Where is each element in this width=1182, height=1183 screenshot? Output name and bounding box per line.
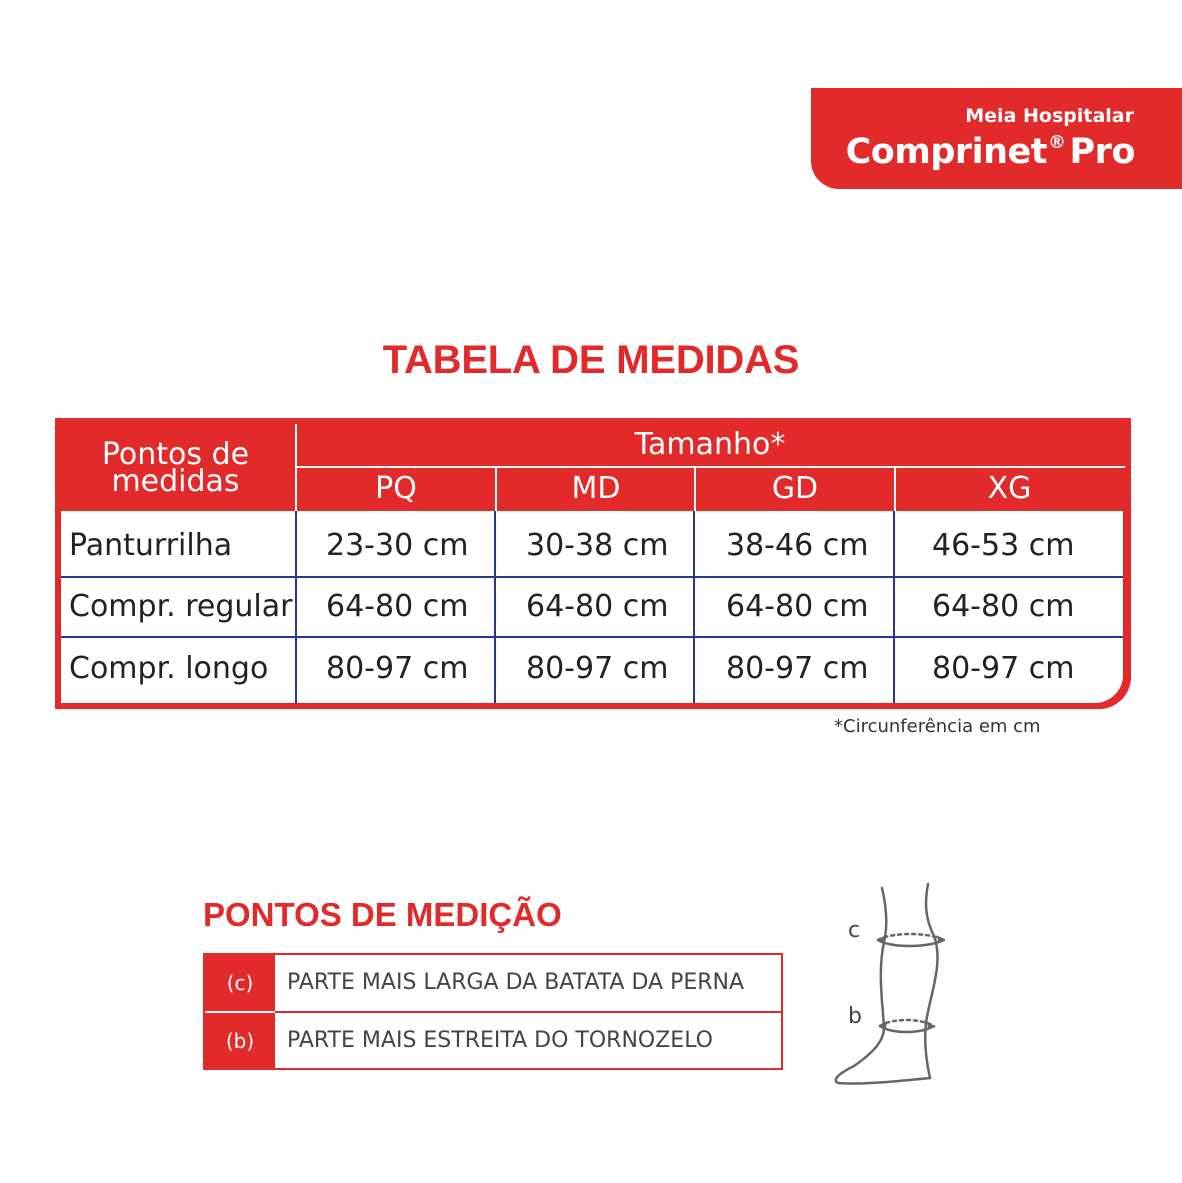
point-description: PARTE MAIS ESTREITA DO TORNOZELO <box>287 1028 713 1053</box>
size-header-xg: XG <box>987 471 1032 506</box>
leg-outline-icon <box>820 880 960 1090</box>
grid-line <box>693 511 695 703</box>
label-b: b <box>848 1004 862 1029</box>
size-table-title: TABELA DE MEDIDAS <box>382 338 800 382</box>
measurement-points-table <box>203 953 783 1070</box>
table-cell: 23-30 cm <box>326 528 469 563</box>
row-label: Panturrilha <box>69 528 233 563</box>
label-c: c <box>848 918 861 943</box>
table-cell: 80-97 cm <box>326 651 469 686</box>
table-cell: 64-80 cm <box>932 589 1075 624</box>
row-label: Compr. longo <box>69 651 269 686</box>
table-cell: 64-80 cm <box>526 589 669 624</box>
row-label: Compr. regular <box>69 589 293 624</box>
table-cell: 80-97 cm <box>726 651 869 686</box>
leg-diagram <box>820 880 960 1090</box>
registered-mark: ® <box>1048 132 1066 153</box>
grid-line <box>295 511 297 703</box>
size-header-md: MD <box>571 471 621 506</box>
row-header-line1: Pontos de <box>101 437 250 472</box>
table-cell: 64-80 cm <box>726 589 869 624</box>
header-divider-horizontal <box>297 466 1125 468</box>
point-code: (b) <box>205 1013 275 1069</box>
table-cell: 30-38 cm <box>526 528 669 563</box>
grid-line <box>893 511 895 703</box>
table-cell: 80-97 cm <box>932 651 1075 686</box>
brand-name <box>846 132 1135 172</box>
size-table <box>55 418 1131 709</box>
size-header-pq: PQ <box>375 471 417 506</box>
row-header-line2: medidas <box>111 464 240 499</box>
grid-line <box>61 636 1123 638</box>
brand-tag <box>811 88 1182 189</box>
brand-name-text: Comprinet <box>845 132 1048 172</box>
size-table-body <box>61 511 1123 703</box>
point-code: (c) <box>205 955 275 1011</box>
brand-suffix: Pro <box>1069 132 1135 172</box>
list-item <box>205 1013 781 1069</box>
row-header-cell <box>55 437 296 499</box>
list-item <box>205 955 781 1011</box>
table-cell: 64-80 cm <box>326 589 469 624</box>
footnote: *Circunferência em cm <box>834 716 1041 737</box>
brand-subtitle: Meia Hospitalar <box>965 105 1134 127</box>
group-header: Tamanho* <box>634 427 786 462</box>
table-cell: 46-53 cm <box>932 528 1075 563</box>
table-cell: 80-97 cm <box>526 651 669 686</box>
grid-line <box>61 576 1123 578</box>
table-cell: 38-46 cm <box>726 528 869 563</box>
size-header-gd: GD <box>771 471 819 506</box>
grid-line <box>494 511 496 703</box>
point-description: PARTE MAIS LARGA DA BATATA DA PERNA <box>287 970 745 995</box>
measurement-points-title: PONTOS DE MEDIÇÃO <box>203 896 562 933</box>
